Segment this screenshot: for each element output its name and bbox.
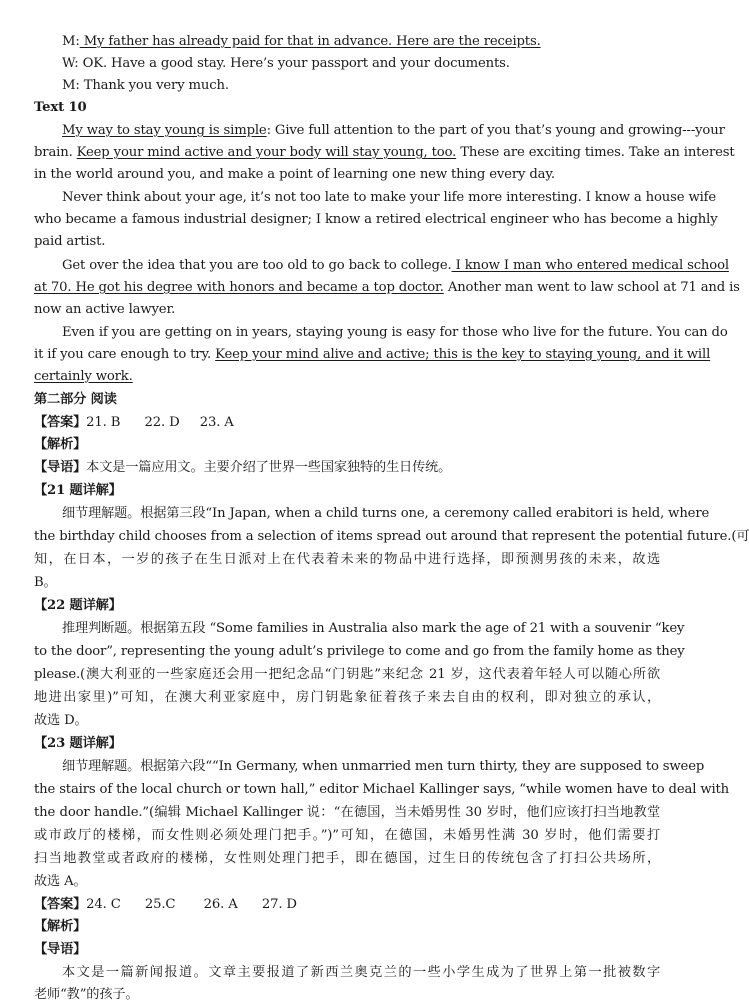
dialogue-text: OK. Have a good stay. Here’s your passport and your documents. bbox=[78, 56, 510, 71]
dialogue-line bbox=[62, 33, 660, 51]
text-run: : Give full attention to the part of you that’s young and growing---your bbox=[266, 123, 725, 138]
paragraph-line: paid artist. bbox=[34, 234, 106, 249]
paragraph-line: 细节理解题。根据第三段“In Japan, when a child turns one, a ceremony called erabitori is held, where bbox=[62, 506, 710, 521]
underlined-text: at 70. He got his degree with honors and became a top doctor. bbox=[34, 280, 444, 295]
paragraph-line: 推理判断题。根据第五段 “Some families in Australia also mark the age of 21 with a souvenir “key bbox=[62, 621, 685, 636]
paragraph-line: the stairs of the local church or town hall,” editor Michael Kallinger says, “while women have to deal with bbox=[34, 782, 730, 797]
speaker-label: W: bbox=[62, 56, 79, 71]
answer-label: 【答案】 bbox=[34, 897, 87, 912]
underlined-text: My father has already paid for that in advance. Here are the receipts. bbox=[79, 34, 541, 49]
intro-label: 【导语】 bbox=[34, 942, 87, 957]
underlined-text: Keep your mind active and your body will stay young, too. bbox=[76, 145, 457, 160]
answer-text: 21. B 22. D 23. A bbox=[86, 415, 234, 430]
analysis-label: 【解析】 bbox=[34, 919, 87, 934]
answer-label: 【答案】 bbox=[34, 415, 87, 430]
dialogue-line bbox=[62, 77, 660, 95]
section-heading: 第二部分 阅读 bbox=[34, 392, 117, 407]
answer-text: 24. C 25.C 26. A 27. D bbox=[86, 897, 297, 912]
paragraph-line bbox=[62, 257, 729, 275]
question-detail-label: 【22 题详解】 bbox=[34, 598, 122, 613]
paragraph-line: the door handle.”(编辑 Michael Kallinger 说：“在德国，当未婚男性 30 岁时，他们应该打扫当地教堂 bbox=[34, 805, 660, 820]
paragraph-line bbox=[34, 279, 740, 297]
section-heading: Text 10 bbox=[34, 100, 87, 115]
underlined-text: I know I man who entered medical school bbox=[451, 258, 729, 273]
speaker-label: M: bbox=[62, 78, 80, 93]
paragraph-line: who became a famous industrial designer; I know a retired electrical engineer who has become a highly bbox=[34, 212, 718, 227]
paragraph-line: 知，在日本，一岁的孩子在生日派对上在代表着未来的物品中进行选择，即预测男孩的未来，故选 bbox=[34, 552, 660, 567]
paragraph-line: 或市政厅的楼梯，而女性则必须处理门把手。”)”可知，在德国，未婚男性满 30 岁时，他们需要打 bbox=[34, 828, 660, 843]
dialogue-text: Thank you very much. bbox=[79, 78, 229, 93]
answer-line bbox=[34, 414, 234, 432]
underlined-text: certainly work. bbox=[34, 369, 133, 384]
paragraph-line: 本文是一篇新闻报道。文章主要报道了新西兰奥克兰的一些小学生成为了世界上第一批被数字 bbox=[62, 965, 660, 980]
paragraph-line: 地进出家里)”可知，在澳大利亚家庭中，房门钥匙象征着孩子来去自由的权利，即对独立的承认， bbox=[34, 690, 660, 705]
text-run: it if you care enough to try. bbox=[34, 347, 216, 362]
paragraph-line bbox=[34, 346, 711, 364]
paragraph-line: 扫当地教堂或者政府的楼梯，女性则处理门把手，即在德国，过生日的传统包含了打扫公共场所， bbox=[34, 851, 660, 866]
paragraph-line bbox=[34, 144, 735, 162]
text-run: These are exciting times. Take an interest bbox=[456, 145, 735, 160]
paragraph-line: in the world around you, and make a point of learning one new thing every day. bbox=[34, 167, 555, 182]
intro-label: 【导语】 bbox=[34, 460, 87, 475]
paragraph-line: B。 bbox=[34, 575, 57, 590]
speaker-label: M: bbox=[62, 34, 80, 49]
intro-text: 本文是一篇应用文。主要介绍了世界一些国家独特的生日传统。 bbox=[86, 460, 452, 475]
dialogue-line bbox=[62, 55, 660, 73]
paragraph-line: the birthday child chooses from a selection of items spread out around that represent the potential future.(可 bbox=[34, 529, 749, 544]
paragraph-line: please.(澳大利亚的一些家庭还会用一把纪念品“门钥匙”来纪念 21 岁，这代表着年轻人可以随心所欲 bbox=[34, 667, 660, 682]
text-run: Another man went to law school at 71 and is bbox=[443, 280, 740, 295]
answer-line bbox=[34, 896, 297, 914]
paragraph-line bbox=[62, 122, 725, 140]
paragraph-line: now an active lawyer. bbox=[34, 302, 176, 317]
analysis-label: 【解析】 bbox=[34, 437, 87, 452]
question-detail-label: 【21 题详解】 bbox=[34, 483, 122, 498]
paragraph-line: 细节理解题。根据第六段““In Germany, when unmarried men turn thirty, they are supposed to sweep bbox=[62, 759, 705, 774]
text-run: brain. bbox=[34, 145, 77, 160]
question-detail-label: 【23 题详解】 bbox=[34, 736, 122, 751]
paragraph-line: Never think about your age, it’s not too late to make your life more interesting. I know a house wife bbox=[62, 190, 717, 205]
paragraph-line: 老师“教”的孩子。 bbox=[34, 987, 139, 1002]
paragraph-line: 故选 A。 bbox=[34, 874, 87, 889]
paragraph-line: to the door”, representing the young adult’s privilege to come and go from the family home as they bbox=[34, 644, 685, 659]
underlined-text: My way to stay young is simple bbox=[62, 123, 267, 138]
paragraph-line: 故选 D。 bbox=[34, 713, 88, 728]
intro-line bbox=[34, 459, 451, 477]
paragraph-line bbox=[34, 368, 133, 386]
text-run: Get over the idea that you are too old to go back to college. bbox=[62, 258, 452, 273]
underlined-text: Keep your mind alive and active; this is the key to staying young, and it will bbox=[215, 347, 711, 362]
paragraph-line: Even if you are getting on in years, staying young is easy for those who live for the future. You can do bbox=[62, 325, 728, 340]
